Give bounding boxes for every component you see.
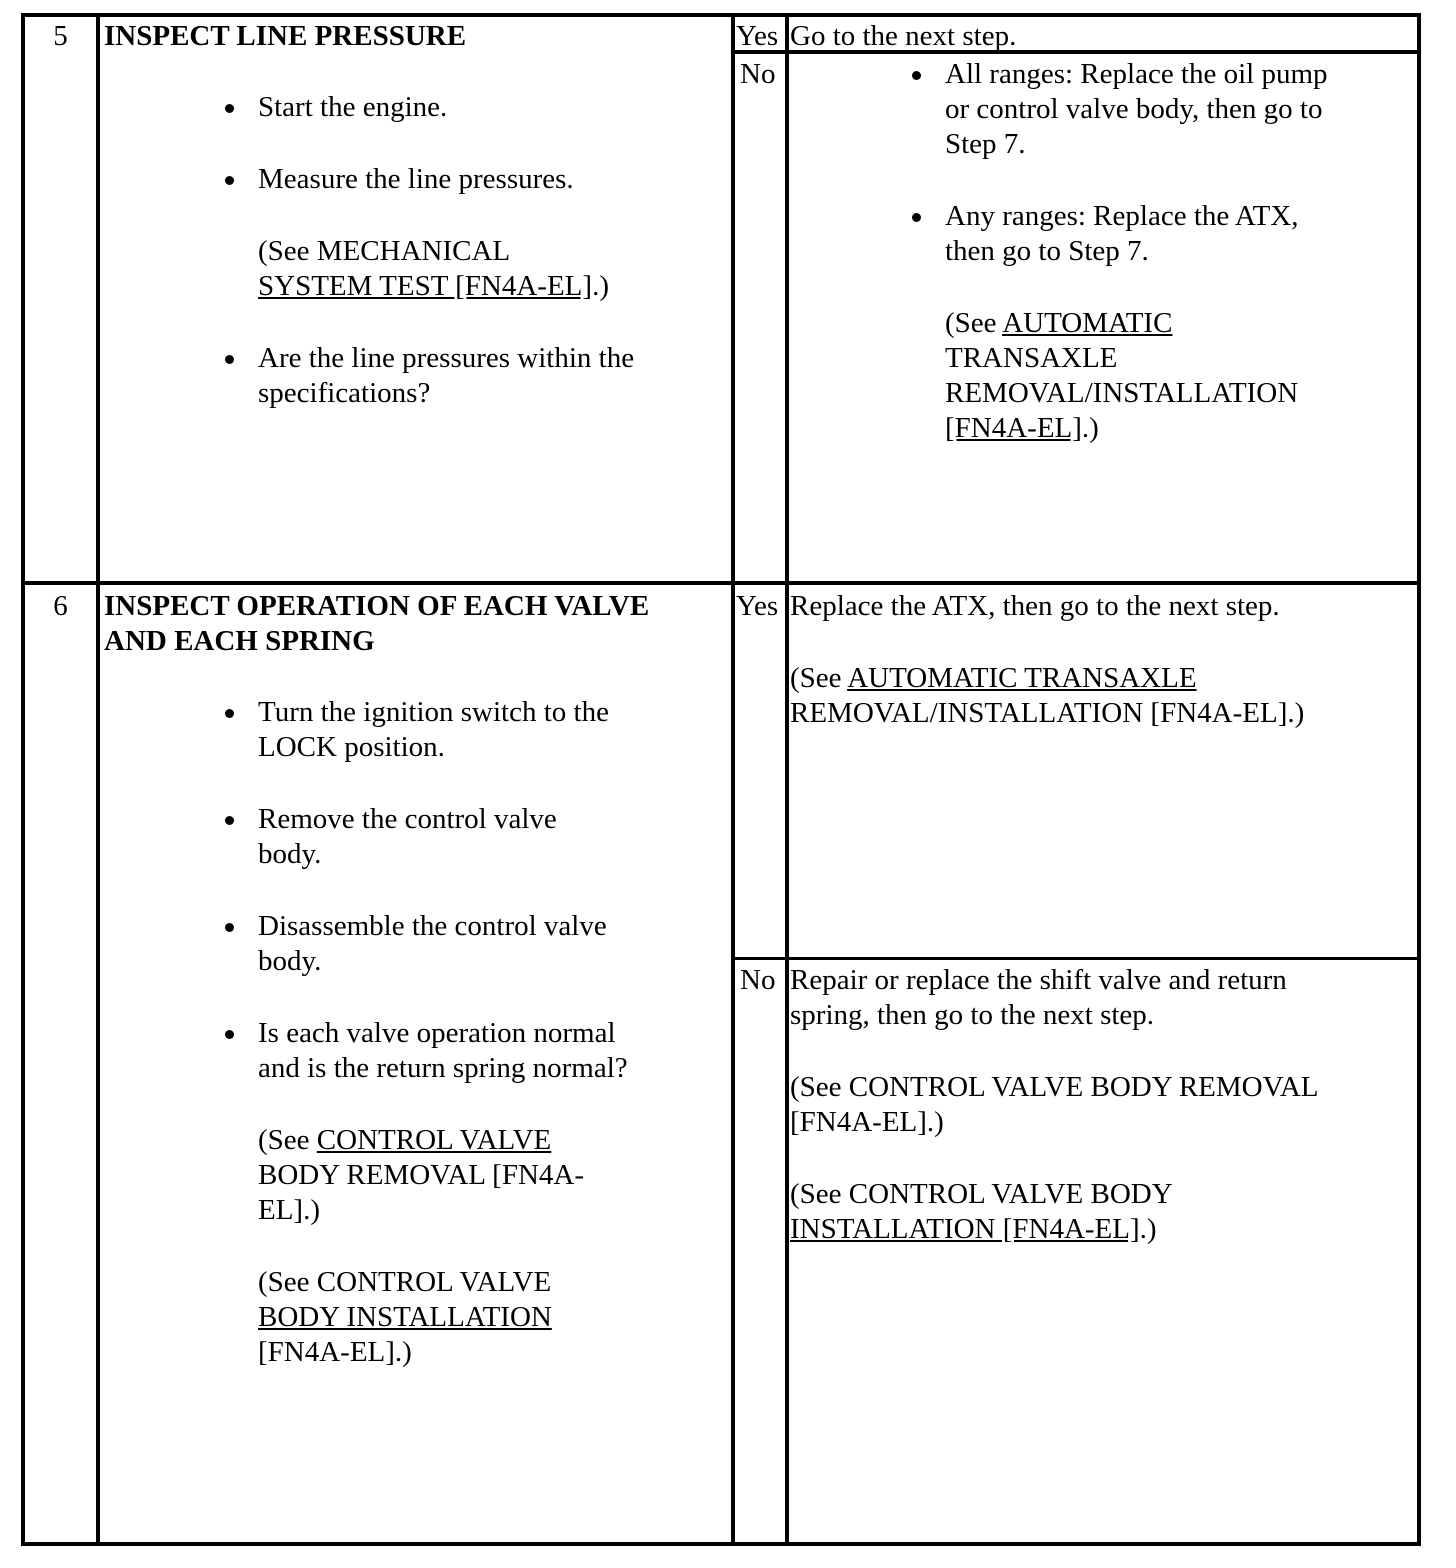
reference-text: TRANSAXLE REMOVAL/INSTALLATION	[945, 342, 1299, 409]
action-list	[258, 695, 653, 1370]
reference-block	[258, 234, 658, 304]
reference-link[interactable]: AUTOMATIC	[1002, 307, 1173, 339]
reference-link[interactable]: SYSTEM TEST [FN4A-EL]	[258, 270, 593, 302]
step-number	[25, 589, 96, 624]
action-item	[258, 90, 658, 125]
result-item	[945, 199, 1340, 269]
reference-link[interactable]: [FN4A-EL]	[945, 412, 1082, 444]
table-border-top	[21, 13, 1421, 17]
reference-link[interactable]: BODY INSTALLATION	[258, 1301, 552, 1333]
reference-tail: REMOVAL/INSTALLATION [FN4A-EL].)	[790, 697, 1305, 729]
step-6-action-cell	[104, 589, 724, 1370]
reference-block	[945, 306, 1355, 446]
bullet-icon	[225, 709, 234, 718]
reference-tail: BODY REMOVAL [FN4A-EL].)	[258, 1159, 584, 1226]
table-border-bottom	[21, 1542, 1421, 1546]
action-list	[258, 90, 658, 411]
row-divider-step6-yes-no	[731, 957, 1421, 960]
column-divider-action	[731, 13, 735, 1546]
reference-text: (See	[258, 1124, 317, 1156]
reference-block	[790, 661, 1390, 731]
reference-link[interactable]: INSTALLATION [FN4A-EL]	[790, 1213, 1140, 1245]
step-number-text: 6	[53, 590, 68, 622]
no-result	[790, 963, 1410, 1247]
action-text: Start the engine.	[258, 91, 448, 123]
action-item	[258, 802, 608, 872]
action-item	[258, 909, 643, 979]
no-label	[740, 57, 785, 92]
step-number	[25, 19, 96, 54]
action-item	[258, 695, 653, 765]
no-label	[740, 963, 785, 998]
yes-result	[790, 19, 1410, 54]
action-text: Measure the line pressures.	[258, 163, 574, 195]
bullet-icon	[912, 213, 921, 222]
no-result-text: Repair or replace the shift valve and return spring, then go to the next step.	[790, 964, 1287, 1031]
yes-label-text: Yes	[736, 590, 779, 622]
reference-text: (See CONTROL VALVE BODY	[790, 1178, 1173, 1210]
no-result	[790, 57, 1410, 446]
row-divider-step-5-6	[21, 581, 1421, 585]
step-title: INSPECT LINE PRESSURE	[104, 20, 467, 52]
column-divider-yesno	[785, 13, 789, 1546]
action-text: Remove the control valve body.	[258, 803, 557, 870]
bullet-icon	[225, 1030, 234, 1039]
action-text: Are the line pressures within the specifications?	[258, 342, 635, 409]
yes-result	[790, 589, 1410, 731]
action-item	[258, 341, 638, 411]
step-title: INSPECT OPERATION OF EACH VALVE AND EACH SPRING	[104, 590, 650, 657]
reference-text: (See	[790, 662, 848, 694]
reference-tail: [FN4A-EL].)	[258, 1336, 412, 1368]
reference-block	[258, 1123, 618, 1228]
bullet-icon	[225, 104, 234, 113]
reference-text: (See CONTROL VALVE	[258, 1266, 552, 1298]
no-label-text: No	[740, 58, 776, 90]
action-text: Disassemble the control valve body.	[258, 910, 607, 977]
yes-result-text: Go to the next step.	[790, 20, 1017, 52]
yes-label-text: Yes	[736, 20, 779, 52]
result-item	[945, 57, 1340, 162]
reference-tail: .)	[1081, 412, 1099, 444]
bullet-icon	[912, 71, 921, 80]
yes-label	[736, 19, 786, 54]
action-item	[258, 162, 658, 197]
reference-text: (See CONTROL VALVE BODY REMOVAL [FN4A-EL].)	[790, 1071, 1318, 1138]
reference-link[interactable]: AUTOMATIC TRANSAXLE	[847, 662, 1197, 694]
table-border-right	[1417, 13, 1421, 1546]
reference-tail: .)	[1139, 1213, 1157, 1245]
bullet-icon	[225, 176, 234, 185]
reference-block	[258, 1265, 618, 1370]
bullet-icon	[225, 355, 234, 364]
reference-tail: .)	[592, 270, 609, 302]
reference-block	[790, 1177, 1390, 1247]
result-text: Any ranges: Replace the ATX, then go to Step 7.	[945, 200, 1299, 267]
no-result-list	[945, 57, 1340, 446]
yes-label	[736, 589, 786, 624]
table-border-left	[21, 13, 25, 1546]
column-divider-step	[96, 13, 100, 1546]
bullet-icon	[225, 923, 234, 932]
result-text: All ranges: Replace the oil pump or control valve body, then go to Step 7.	[945, 58, 1328, 160]
action-item	[258, 1016, 653, 1086]
bullet-icon	[225, 816, 234, 825]
action-text: Is each valve operation normal and is the return spring normal?	[258, 1017, 628, 1084]
yes-result-text: Replace the ATX, then go to the next step.	[790, 590, 1280, 622]
step-number-text: 5	[53, 20, 68, 52]
no-label-text: No	[740, 964, 776, 996]
reference-text: (See	[945, 307, 1003, 339]
reference-text: (See MECHANICAL	[258, 235, 511, 267]
step-5-action-cell	[104, 19, 724, 411]
action-text: Turn the ignition switch to the LOCK position.	[258, 696, 609, 763]
reference-link[interactable]: CONTROL VALVE	[316, 1124, 552, 1156]
